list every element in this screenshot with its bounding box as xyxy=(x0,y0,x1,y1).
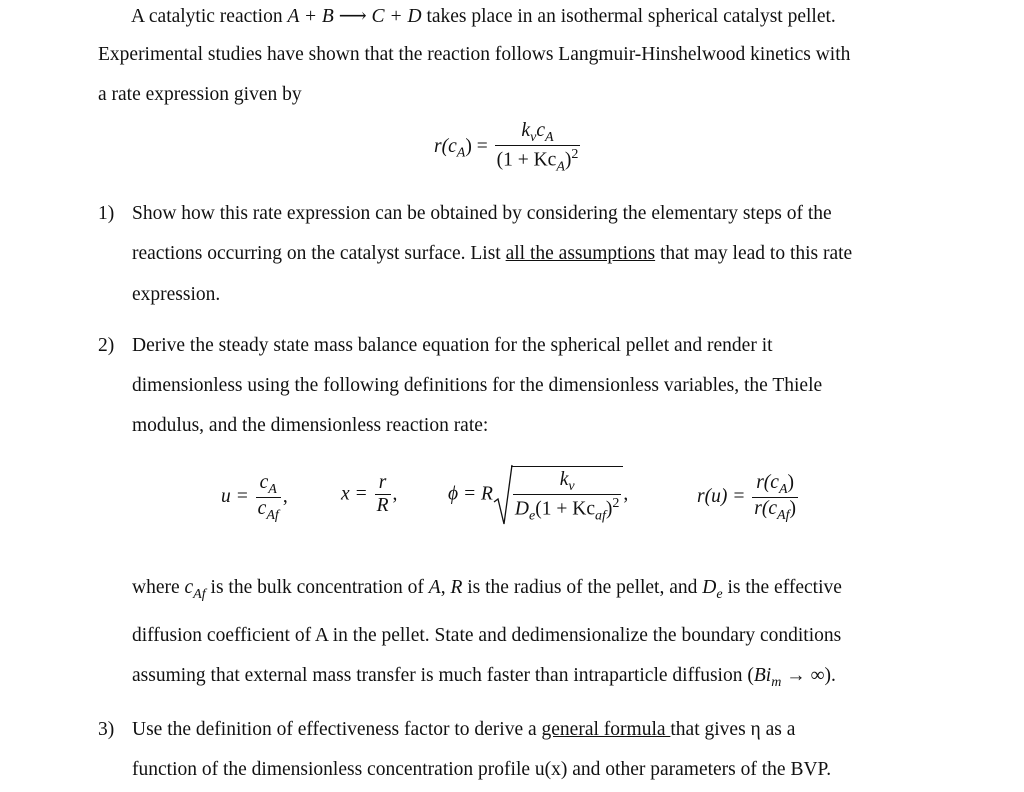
def-phi-frac xyxy=(513,469,622,524)
question-3-number: 3) xyxy=(98,719,115,740)
def-phi-sub2: af xyxy=(594,507,606,524)
def-phi-den xyxy=(513,495,622,524)
q2-text: , xyxy=(440,577,451,598)
def-x-den xyxy=(375,495,391,517)
rate-denominator xyxy=(495,146,581,175)
rate-den-close: ) xyxy=(564,149,572,171)
rate-k-sub: v xyxy=(530,128,537,145)
def-u-num-sub: A xyxy=(268,480,277,497)
def-x-num xyxy=(375,472,391,495)
def-x-num-r: r xyxy=(378,472,387,493)
def-phi-lhs: ϕ = R xyxy=(448,483,493,505)
def-phi xyxy=(448,466,628,524)
rate-den-sub: A xyxy=(556,158,565,175)
def-u-frac xyxy=(256,472,281,523)
def-ru-den-sub: Af xyxy=(777,506,790,523)
rate-c: c xyxy=(536,120,545,141)
def-sep: , xyxy=(282,486,288,507)
q2-caf-sub: Af xyxy=(193,585,206,602)
rate-den: (1 + Kc xyxy=(496,149,557,171)
q2-a: A xyxy=(428,577,441,598)
def-u xyxy=(221,472,288,523)
q2-text: where xyxy=(132,577,185,598)
def-ru-num xyxy=(752,472,798,498)
def-phi-sqrt xyxy=(493,466,624,524)
def-ru xyxy=(697,472,800,523)
rate-numerator xyxy=(495,120,581,146)
question-1-line-2 xyxy=(132,243,852,265)
q1-text: that may lead to this rate xyxy=(655,243,853,264)
q2-bi: Bi xyxy=(753,665,772,686)
def-u-lhs: u = xyxy=(221,486,249,507)
question-2-after-3 xyxy=(132,665,836,691)
question-2-after-1 xyxy=(132,577,842,603)
question-1-line-1: Show how this rate expression can be obtained by considering the elementary steps of the xyxy=(132,203,832,224)
q2-text: is the bulk concentration of xyxy=(205,577,429,598)
q2-text: is the effective xyxy=(722,577,842,598)
q2-text: is the radius of the pellet, and xyxy=(462,577,703,598)
intro-line-2: Experimental studies have shown that the reaction follows Langmuir-Hinshelwood kinetics with xyxy=(98,44,851,65)
q3-text: that gives η as a xyxy=(670,719,796,740)
question-2-number: 2) xyxy=(98,335,115,356)
def-ru-frac xyxy=(752,472,798,523)
def-u-num xyxy=(256,472,281,498)
rate-equation xyxy=(434,120,582,175)
def-phi-mid: (1 + Kc xyxy=(535,498,595,520)
question-2-after-2: diffusion coefficient of A in the pellet. State and dedimensionalize the boundary conditions xyxy=(132,625,842,646)
sqrt-radical-icon xyxy=(493,464,513,526)
intro-text: takes place in an isothermal spherical catalyst pellet. xyxy=(421,6,836,27)
def-ru-den-close: ) xyxy=(789,498,796,520)
def-phi-k: k xyxy=(559,469,569,490)
q1-underlined: all the assumptions xyxy=(505,243,656,264)
def-x xyxy=(341,472,397,518)
rate-lhs-sub: A xyxy=(456,144,466,161)
question-2-line-3: modulus, and the dimensionless reaction rate: xyxy=(132,415,489,436)
rate-den-exp: 2 xyxy=(571,146,579,163)
def-phi-body xyxy=(511,466,624,524)
question-2-line-2: dimensionless using the following definitions for the dimensionless variables, the Thiele xyxy=(132,375,823,396)
q1-text: reactions occurring on the catalyst surface. List xyxy=(132,243,506,264)
question-1-number: 1) xyxy=(98,203,115,224)
def-ru-den-r: r(c xyxy=(754,498,777,520)
def-phi-d: D xyxy=(514,498,530,520)
def-ru-num-sub: A xyxy=(778,480,788,497)
q3-underlined: general formula xyxy=(541,719,671,740)
q2-text: → ∞). xyxy=(781,665,836,686)
rate-lhs: r(c xyxy=(434,135,457,157)
def-ru-den xyxy=(752,498,798,523)
def-phi-exp: 2 xyxy=(612,495,620,512)
def-ru-num-r: r(c xyxy=(756,472,779,493)
question-3-line-2: function of the dimensionless concentration profile u(x) and other parameters of the BVP. xyxy=(132,759,832,780)
rate-k: k xyxy=(521,120,531,141)
q3-text: Use the definition of effectiveness factor to derive a xyxy=(132,719,542,740)
def-ru-lhs: r(u) = xyxy=(697,486,746,507)
rate-c-sub: A xyxy=(544,128,554,145)
def-x-lhs: x = xyxy=(341,483,368,505)
rate-fraction xyxy=(495,120,581,175)
question-3-line-1 xyxy=(132,719,795,741)
intro-text: A catalytic reaction xyxy=(131,6,288,27)
def-x-frac xyxy=(375,472,391,518)
def-phi-num xyxy=(513,469,622,495)
intro-line-3: a rate expression given by xyxy=(98,84,302,105)
rate-lhs-close: ) = xyxy=(465,135,488,157)
def-ru-num-close: ) xyxy=(787,472,795,493)
question-1-line-3: expression. xyxy=(132,284,221,305)
q2-caf: c xyxy=(184,577,194,598)
def-phi-d-sub: e xyxy=(529,507,536,524)
def-u-den-sub: Af xyxy=(266,506,279,523)
def-sep: , xyxy=(623,483,629,505)
def-u-den xyxy=(256,498,281,523)
q2-de-sub: e xyxy=(716,585,723,602)
q2-de: D xyxy=(702,577,717,598)
def-sep: , xyxy=(392,483,398,505)
def-x-den-r: R xyxy=(376,495,389,517)
def-phi-k-sub: v xyxy=(568,477,575,494)
def-u-den-c: c xyxy=(257,498,267,520)
q2-bi-sub: m xyxy=(771,673,782,690)
reaction-equation: A + B ⟶ C + D xyxy=(287,6,422,27)
question-2-line-1: Derive the steady state mass balance equation for the spherical pellet and render it xyxy=(132,335,773,356)
intro-line-1 xyxy=(131,4,836,28)
q2-r: R xyxy=(450,577,463,598)
q2-text: assuming that external mass transfer is much faster than intraparticle diffusion ( xyxy=(132,665,754,686)
def-phi-close: ) xyxy=(605,498,613,520)
def-u-num-c: c xyxy=(259,472,269,493)
